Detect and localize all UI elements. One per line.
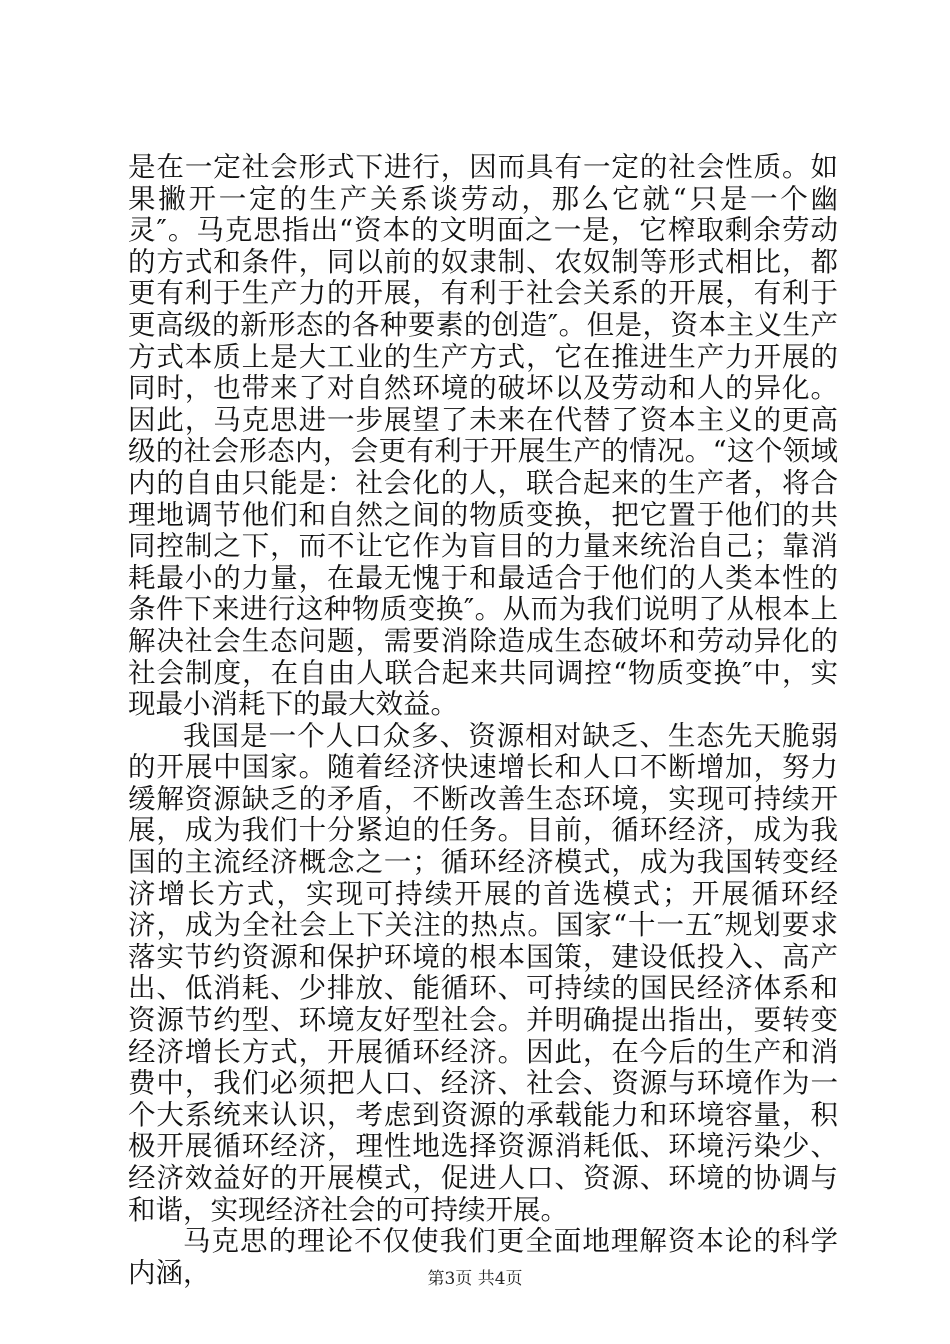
document-body (128, 152, 838, 1289)
page-footer: 第3页 共4页 (427, 1269, 523, 1289)
paragraph-marx-theory: 马克思的理论不仅使我们更全面地理解资本论的科学内涵， (128, 1225, 838, 1289)
paragraph-circular-economy: 我国是一个人口众多、资源相对缺乏、生态先天脆弱的开展中国家。随着经济快速增长和人口不断增加，努力缓解资源缺乏的矛盾，不断改善生态环境，实现可持续开展，成为我们十分紧迫的任务。目前，循环经济，成为我国的主流经济概念之一；循环经济模式，成为我国转变经济增长方式，实现可持续开展的首选模式；开展循环经济，成为全社会上下关注的热点。国家“十一五″规划要求落实节约资源和保护环境的根本国策，建设低投入、高产出、低消耗、少排放、能循环、可持续的国民经济体系和资源节约型、环境友好型社会。并明确提出指出，要转变经济增长方式，开展循环经济。因此，在今后的生产和消费中，我们必须把人口、经济、社会、资源与环境作为一个大系统来认识，考虑到资源的承载能力和环境容量，积极开展循环经济，理性地选择资源消耗低、环境污染少、经济效益好的开展模式，促进人口、资源、环境的协调与和谐，实现经济社会的可持续开展。 (128, 719, 838, 1226)
paragraph-continuation: 是在一定社会形式下进行，因而具有一定的社会性质。如果撇开一定的生产关系谈劳动，那么它就“只是一个幽灵″。马克思指出“资本的文明面之一是，它榨取剩余劳动的方式和条件，同以前的奴隶制、农奴制等形式相比，都更有利于生产力的开展，有利于社会关系的开展，有利于更高级的新形态的各种要素的创造″。但是，资本主义生产方式本质上是大工业的生产方式，它在推进生产力开展的同时，也带来了对自然环境的破坏以及劳动和人的异化。因此，马克思进一步展望了未来在代替了资本主义的更高级的社会形态内，会更有利于开展生产的情况。“这个领域内的自由只能是：社会化的人，联合起来的生产者，将合理地调节他们和自然之间的物质变换，把它置于他们的共同控制之下，而不让它作为盲目的力量来统治自己；靠消耗最小的力量，在最无愧于和最适合于他们的人类本性的条件下来进行这种物质变换″。从而为我们说明了从根本上解决社会生态问题，需要消除造成生态破坏和劳动异化的社会制度，在自由人联合起来共同调控“物质变换″中，实现最小消耗下的最大效益。 (128, 151, 838, 721)
